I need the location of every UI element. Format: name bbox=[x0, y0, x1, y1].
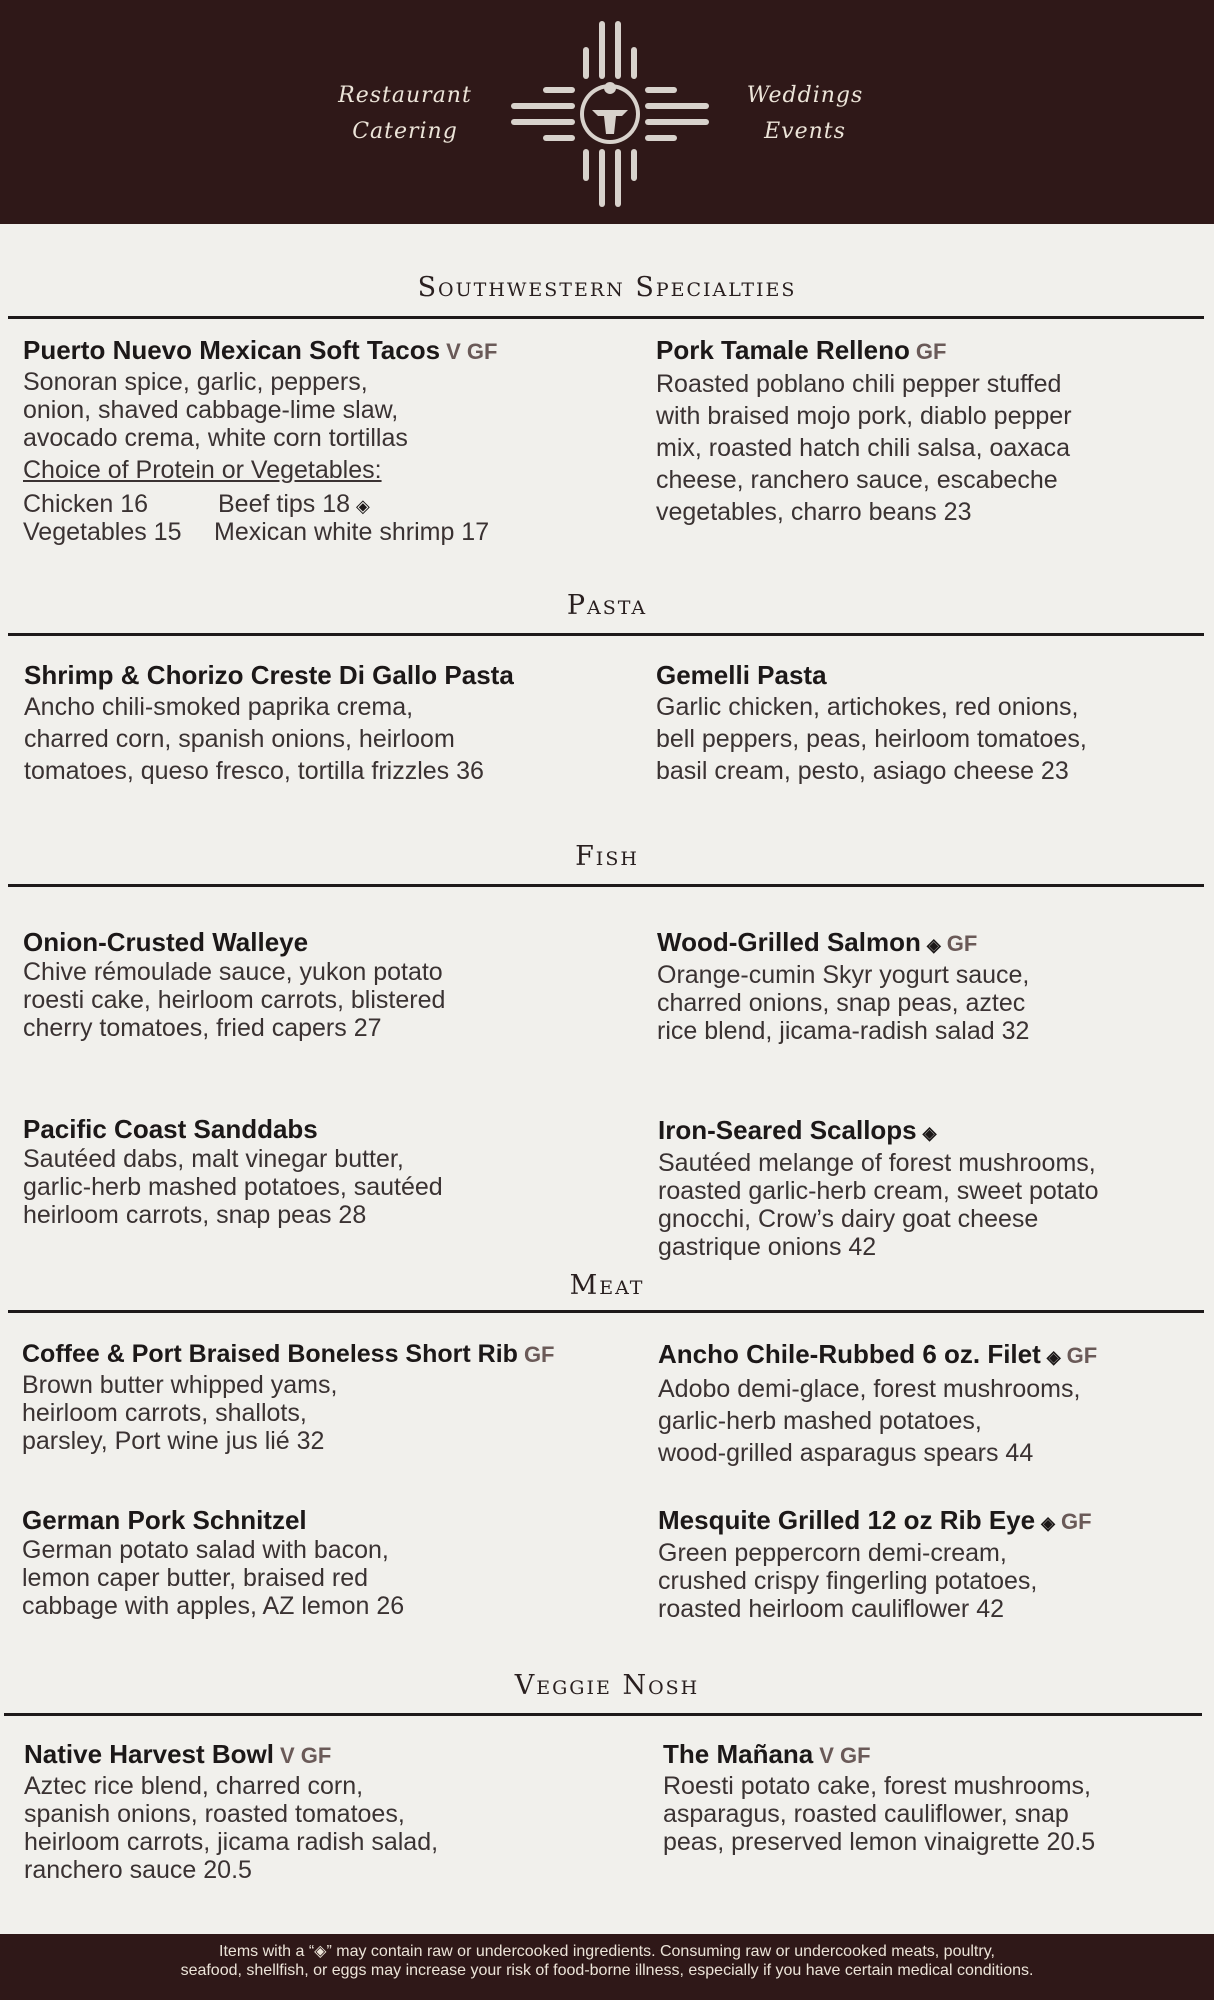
item-description: Aztec rice blend, charred corn, spanish onions, roasted tomatoes, heirloom carrots, jicama radish salad, ranchero sauce 20.5 bbox=[24, 1772, 439, 1884]
item-title: Coffee & Port Braised Boneless Short Rib bbox=[22, 1340, 518, 1368]
menu-item-shrimp-pasta bbox=[24, 659, 624, 787]
item-title: The Mañana bbox=[663, 1739, 814, 1769]
item-description: Sautéed dabs, malt vinegar butter, garlic-herb mashed potatoes, sautéed heirloom carrots, snap peas 28 bbox=[23, 1145, 443, 1229]
menu-item-rib-eye bbox=[658, 1504, 1214, 1623]
menu-item-salmon bbox=[657, 926, 1214, 1045]
section-title-southwestern: Southwestern Specialties bbox=[417, 272, 797, 303]
header-right-text bbox=[720, 78, 890, 150]
item-description: Ancho chili-smoked paprika crema, charred corn, spanish onions, heirloom tomatoes, queso fresco, tortilla frizzles 36 bbox=[24, 693, 484, 785]
raw-warning-icon: ◈ bbox=[1041, 1513, 1055, 1533]
menu-item-schnitzel bbox=[22, 1504, 622, 1620]
item-name bbox=[658, 1504, 1214, 1539]
menu-item-gemelli bbox=[656, 659, 1214, 787]
item-title: Iron-Seared Scallops bbox=[658, 1115, 917, 1145]
item-name bbox=[657, 926, 1214, 961]
dietary-tags: V GF bbox=[819, 1743, 871, 1768]
disclaimer-line-1: Items with a “◈” may contain raw or undercooked ingredients. Consuming raw or undercooked meats, poultry, bbox=[219, 1943, 995, 1960]
section-title-meat: Meat bbox=[569, 1270, 645, 1301]
choice-vegetables: Vegetables 15 bbox=[23, 518, 182, 546]
item-description: Brown butter whipped yams, heirloom carrots, shallots, parsley, Port wine jus lié 32 bbox=[22, 1371, 338, 1455]
dietary-tags: GF bbox=[946, 931, 978, 956]
item-title: Wood-Grilled Salmon bbox=[657, 927, 921, 957]
dietary-tags: V GF bbox=[446, 339, 498, 364]
item-description: Sautéed melange of forest mushrooms, roasted garlic-herb cream, sweet potato gnocchi, Crow’s dairy goat cheese gastrique onions 42 bbox=[658, 1149, 1099, 1261]
dietary-tags: GF bbox=[1060, 1509, 1092, 1534]
item-description: Garlic chicken, artichokes, red onions, bell peppers, peas, heirloom tomatoes, basil cream, pesto, asiago cheese 23 bbox=[656, 693, 1087, 785]
item-name bbox=[663, 1738, 1214, 1772]
header-banner bbox=[0, 0, 1214, 224]
menu-item-tacos bbox=[23, 334, 623, 452]
choice-beef-label: Beef tips 18 bbox=[218, 490, 351, 518]
item-name bbox=[658, 1338, 1214, 1373]
zia-sun-logo-icon bbox=[510, 14, 710, 214]
item-description: Chive rémoulade sauce, yukon potato roesti cake, heirloom carrots, blistered cherry tomatoes, fried capers 27 bbox=[23, 958, 446, 1042]
raw-warning-icon: ◈ bbox=[926, 935, 941, 955]
section-title-veggie: Veggie Nosh bbox=[514, 1670, 700, 1701]
header-left-text bbox=[320, 78, 490, 150]
section-divider bbox=[8, 884, 1204, 887]
header-weddings: Weddings bbox=[746, 83, 864, 108]
item-title: Pork Tamale Relleno bbox=[656, 335, 910, 365]
item-title: Gemelli Pasta bbox=[656, 660, 827, 690]
item-description: Roesti potato cake, forest mushrooms, asparagus, roasted cauliflower, snap peas, preserved lemon vinaigrette 20.5 bbox=[663, 1772, 1096, 1856]
item-title: Puerto Nuevo Mexican Soft Tacos bbox=[23, 335, 441, 365]
menu-item-tamale bbox=[656, 334, 1214, 528]
header-restaurant: Restaurant bbox=[338, 83, 472, 108]
header-events: Events bbox=[764, 119, 846, 144]
disclaimer-line-2: seafood, shellfish, or eggs may increase your risk of food-borne illness, especially if you have certain medical conditions. bbox=[180, 1962, 1034, 1979]
item-name bbox=[658, 1114, 1214, 1149]
section-divider bbox=[8, 316, 1204, 319]
item-title: Shrimp & Chorizo Creste Di Gallo Pasta bbox=[24, 660, 514, 690]
dietary-tags: GF bbox=[915, 339, 947, 364]
footer-disclaimer bbox=[0, 1934, 1214, 2000]
raw-warning-icon: ◈ bbox=[922, 1123, 937, 1143]
section-title-pasta: Pasta bbox=[566, 590, 648, 621]
item-name bbox=[656, 334, 1214, 368]
item-description: German potato salad with bacon, lemon caper butter, braised red cabbage with apples, AZ lemon 26 bbox=[22, 1536, 405, 1620]
dietary-tags: GF bbox=[523, 1342, 555, 1367]
item-title: Mesquite Grilled 12 oz Rib Eye bbox=[658, 1505, 1036, 1535]
menu-item-sanddabs bbox=[23, 1113, 623, 1229]
item-description: Orange-cumin Skyr yogurt sauce, charred onions, snap peas, aztec rice blend, jicama-radish salad 32 bbox=[657, 961, 1030, 1045]
dietary-tags: V GF bbox=[279, 1743, 332, 1768]
item-description: Roasted poblano chili pepper stuffed with braised mojo pork, diablo pepper mix, roasted hatch chili salsa, oaxaca cheese, ranchero sauce, escabeche vegetables, charro beans 23 bbox=[656, 370, 1072, 526]
menu-item-filet bbox=[658, 1338, 1214, 1469]
raw-warning-icon: ◈ bbox=[1046, 1347, 1061, 1367]
item-name bbox=[23, 334, 623, 368]
protein-choice-label: Choice of Protein or Vegetables: bbox=[23, 456, 382, 484]
menu-item-manana bbox=[663, 1738, 1214, 1856]
section-divider bbox=[8, 1310, 1204, 1313]
section-divider bbox=[8, 633, 1204, 636]
item-title: Native Harvest Bowl bbox=[24, 1739, 274, 1769]
section-divider bbox=[4, 1713, 1202, 1716]
menu-item-scallops bbox=[658, 1114, 1214, 1261]
menu-item-harvest-bowl bbox=[24, 1738, 624, 1884]
choice-beef bbox=[218, 490, 370, 519]
item-name bbox=[22, 1338, 642, 1371]
choice-shrimp: Mexican white shrimp 17 bbox=[214, 518, 490, 546]
item-title: Ancho Chile-Rubbed 6 oz. Filet bbox=[658, 1339, 1041, 1369]
menu-item-walleye bbox=[23, 926, 623, 1042]
raw-warning-icon: ◈ bbox=[356, 496, 370, 516]
choice-chicken: Chicken 16 bbox=[23, 490, 149, 518]
header-catering: Catering bbox=[352, 119, 458, 144]
item-description: Sonoran spice, garlic, peppers, onion, shaved cabbage-lime slaw, avocado crema, white corn tortillas bbox=[23, 368, 408, 452]
item-description: Adobo demi-glace, forest mushrooms, garlic-herb mashed potatoes, wood-grilled asparagus spears 44 bbox=[658, 1375, 1081, 1467]
item-description: Green peppercorn demi-cream, crushed crispy fingerling potatoes, roasted heirloom cauliflower 42 bbox=[658, 1539, 1038, 1623]
menu-item-short-rib bbox=[22, 1338, 642, 1455]
item-title: German Pork Schnitzel bbox=[22, 1505, 307, 1535]
section-title-fish: Fish bbox=[575, 841, 639, 872]
dietary-tags: GF bbox=[1066, 1343, 1098, 1368]
item-title: Onion-Crusted Walleye bbox=[23, 927, 309, 957]
item-title: Pacific Coast Sanddabs bbox=[23, 1114, 318, 1144]
item-name bbox=[24, 1738, 624, 1772]
